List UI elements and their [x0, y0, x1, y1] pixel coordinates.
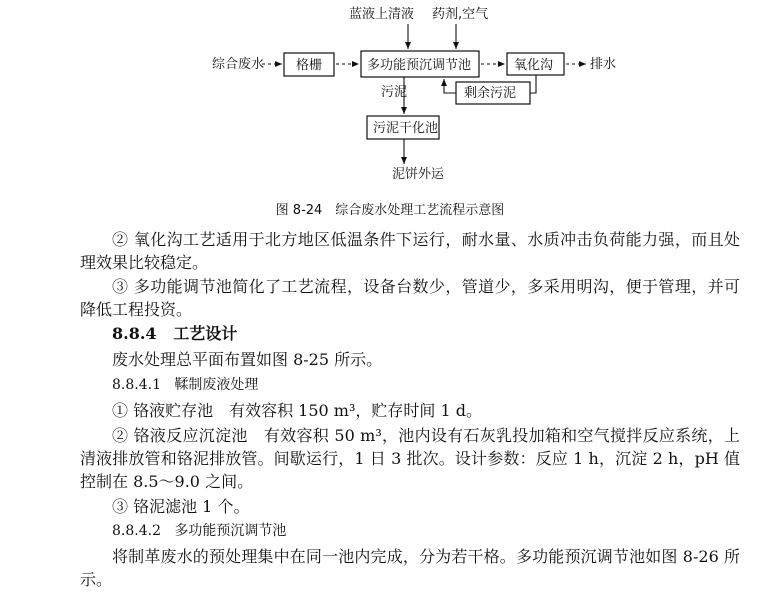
- paragraph-pretreatment: 将制革废水的预处理集中在同一池内完成，分为若干格。多功能预沉调节池如图 8-26 所示。: [80, 547, 740, 589]
- section-number: 8.8.4: [112, 324, 157, 343]
- label-sludge: 污泥: [381, 85, 408, 100]
- paragraph-chrome-reaction: ② 铬液反应沉淀池 有效容积 50 m³，池内设有石灰乳投加箱和空气搅拌反应系统，上清液排放管和铬泥排放管。间歇运行，1 日 3 批次。设计参数：反应 1 h，沉淀 2 h，pH 值控制在 8.5～9.0 之间。: [80, 426, 740, 491]
- subsection-title: 多功能预沉调节池: [174, 523, 287, 539]
- paragraph-chrome-filter: ③ 铬泥滤池 1 个。: [112, 497, 250, 516]
- paragraph-oxidation-ditch: ② 氧化沟工艺适用于北方地区低温条件下运行，耐水量、水质冲击负荷能力强，而且处理效果比较稳定。: [80, 230, 740, 272]
- label-discharge: 排水: [590, 57, 617, 72]
- section-heading-8-8-4-2: [112, 520, 286, 542]
- section-heading-8-8-4-1: [112, 374, 258, 396]
- process-flow-diagram: [0, 0, 780, 200]
- box-multifunction-tank-label: 多功能预沉调节池: [367, 58, 472, 73]
- line-oxidation-down-to-return: [530, 75, 536, 93]
- label-chemicals-air: 药剂,空气: [432, 7, 489, 22]
- section-title: 工艺设计: [173, 324, 238, 343]
- section-heading-8-8-4: [112, 323, 237, 345]
- figure-caption: 图 8-24 综合废水处理工艺流程示意图: [275, 203, 505, 218]
- label-sludge-cake-out: 泥饼外运: [392, 167, 445, 182]
- box-oxidation-ditch-label: 氧化沟: [514, 58, 554, 73]
- box-sludge-drying-label: 污泥干化池: [373, 121, 439, 136]
- arrow-return-to-tank: [444, 79, 456, 93]
- paragraph-multifunction-tank: ③ 多功能调节池简化了工艺流程，设备台数少，管道少，多采用明沟，便于管理，并可降低工程投资。: [80, 277, 740, 319]
- paragraph-layout-ref: 废水处理总平面布置如图 8-25 所示。: [112, 350, 383, 369]
- label-combined-wastewater: 综合废水: [212, 57, 265, 72]
- paragraph-chrome-storage: ① 铬液贮存池 有效容积 150 m³，贮存时间 1 d。: [112, 401, 482, 420]
- box-grille-label: 格栅: [296, 58, 323, 73]
- subsection-number: 8.8.4.1: [112, 377, 161, 393]
- subsection-number: 8.8.4.2: [112, 523, 161, 539]
- subsection-title: 鞣制废液处理: [174, 377, 259, 393]
- box-excess-sludge-label: 剩余污泥: [464, 86, 517, 101]
- label-blue-liquor-supernatant: 蓝液上清液: [349, 7, 415, 22]
